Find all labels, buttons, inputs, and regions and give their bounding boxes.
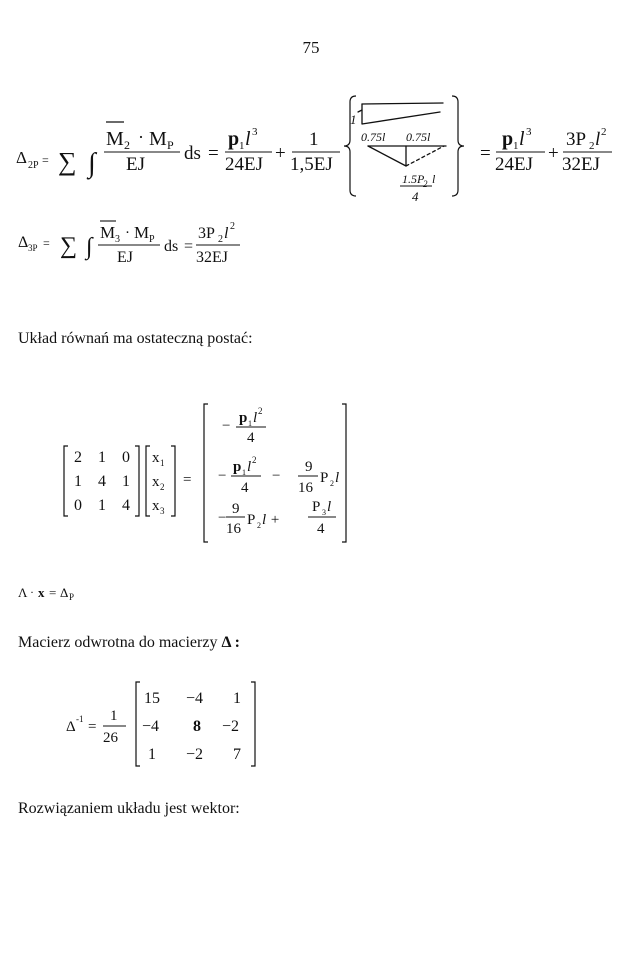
- eq1-eq3: =: [480, 143, 491, 164]
- eq1-t2-den: 1,5EJ: [290, 154, 333, 175]
- sketch-lower-triangle-left: [368, 146, 406, 166]
- moment-diagram-sketch: [340, 88, 460, 208]
- var-x3-sub: 3: [160, 506, 165, 516]
- inv-r3c2: −2: [186, 746, 204, 763]
- inv-lhs: Δ: [66, 719, 76, 735]
- rhs2-tail-l: l: [335, 470, 340, 486]
- rhs2-num-l: l: [247, 459, 252, 475]
- rhs-bracket-left: [204, 404, 208, 542]
- eq1-r2-num: 3P: [566, 129, 587, 150]
- rhs3-mid-sub: 2: [257, 521, 261, 530]
- paragraph-inverse-intro: [18, 634, 240, 652]
- sketch-top-label: 1: [350, 112, 357, 127]
- coef-r1c2: 1: [98, 449, 106, 466]
- paragraph-system-intro: Układ równań ma ostateczną postać:: [18, 330, 253, 347]
- inv-frac-den: 26: [103, 730, 118, 746]
- eq1-r1-num-sub: 1: [513, 140, 519, 152]
- system-eq: =: [183, 472, 192, 488]
- page-number: 75: [302, 38, 320, 57]
- eq2-num-a-sub: 3: [115, 234, 120, 245]
- rhs2-num-sub: 1: [242, 468, 246, 477]
- eq2-r-den: 32EJ: [196, 249, 228, 266]
- sketch-label-right: 0.75l: [406, 130, 431, 144]
- rhs1-den: 4: [247, 430, 255, 446]
- rhs2-frac-den: 16: [298, 480, 313, 496]
- rhs2-frac-num: 9: [305, 459, 313, 475]
- eq1-plus2: +: [548, 143, 559, 164]
- equation-delta-2p: [0, 88, 622, 208]
- rhs3-frac-num: 9: [232, 501, 240, 517]
- sketch-label-left: 0.75l: [361, 130, 386, 144]
- inv-eq: =: [88, 719, 97, 735]
- var-x1-sub: 1: [160, 458, 165, 468]
- inv-r1c1: 15: [144, 690, 160, 707]
- inv-r1c3: 1: [233, 690, 241, 707]
- eq1-r2-num-sub: 2: [589, 140, 595, 152]
- mf-rhs-sub: P: [69, 592, 75, 602]
- eq1-t1-num: p: [228, 128, 240, 150]
- eq2-r-num-l: l: [224, 225, 229, 242]
- eq1-num-a-sub: 2: [124, 138, 130, 152]
- rhs1-minus: −: [222, 418, 231, 434]
- eq1-dot: ·: [138, 127, 144, 147]
- eq1-eq2: =: [208, 143, 219, 164]
- sketch-bottom-label-l: l: [432, 172, 436, 186]
- coef-r2c3: 1: [122, 473, 130, 490]
- eq2-num-b-sub: P: [149, 234, 155, 245]
- inverse-intro-symbol: Δ :: [221, 634, 240, 651]
- rhs3-mid: P: [247, 512, 256, 528]
- eq1-den: EJ: [126, 154, 145, 175]
- coef-r1c1: 2: [74, 449, 82, 466]
- eq1-plus: +: [275, 143, 286, 164]
- eq1-eq-sign: =: [42, 153, 49, 167]
- coef-bracket-left: [64, 446, 68, 516]
- rhs2-tail: P: [320, 470, 329, 486]
- rhs3-num-sub: 3: [322, 508, 326, 517]
- eq1-ds: ds: [184, 143, 201, 164]
- paragraph-solution-intro: Rozwiązaniem układu jest wektor:: [18, 800, 240, 817]
- sketch-bottom-label: 1.5P: [402, 172, 425, 186]
- coef-r1c3: 0: [122, 449, 130, 466]
- eq1-integral: ∫: [88, 148, 96, 179]
- inverse-intro-text: Macierz odwrotna do macierzy: [18, 634, 218, 651]
- coef-r2c2: 4: [98, 473, 106, 490]
- sketch-bottom-den: 4: [412, 189, 419, 204]
- eq2-eq: =: [184, 238, 194, 255]
- sketch-bottom-label-sub: 2: [423, 179, 428, 189]
- eq1-lhs-sub: 2P: [28, 160, 39, 171]
- rhs1-num-l: l: [253, 410, 258, 426]
- rhs2-minus: −: [218, 468, 227, 484]
- var-x3: x: [152, 498, 160, 514]
- rhs-bracket-right: [342, 404, 346, 542]
- eq2-r-num-exp: 2: [230, 221, 235, 232]
- coef-r2c1: 1: [74, 473, 82, 490]
- eq1-r1-num-exp: 3: [526, 126, 532, 138]
- rhs3-num: P: [312, 499, 321, 515]
- rhs3-mid-l: l +: [262, 512, 281, 528]
- mf-eq: =: [49, 585, 57, 600]
- eq2-r-num: 3P: [198, 225, 215, 242]
- eq1-r1-den: 24EJ: [495, 154, 533, 175]
- var-x2: x: [152, 474, 160, 490]
- rhs2-tail-sub: 2: [330, 479, 334, 488]
- eq1-num-a: M: [106, 128, 124, 150]
- eq1-t1-num-exp: 3: [252, 126, 258, 138]
- equation-inverse-matrix: [60, 676, 280, 776]
- eq2-sum: ∑: [60, 233, 78, 259]
- eq1-r1-num-l: l: [519, 128, 525, 150]
- eq1-t2-num: 1: [309, 129, 319, 150]
- eq2-num-b: M: [134, 223, 150, 242]
- equation-system: [40, 398, 380, 548]
- inv-r3c3: 7: [233, 746, 241, 763]
- rhs2-minus2: −: [272, 468, 281, 484]
- equation-delta-3p: [0, 212, 300, 274]
- eq1-t1-num-l: l: [245, 128, 251, 150]
- var-x1: x: [152, 450, 160, 466]
- sketch-lower-triangle-right: [406, 146, 444, 166]
- inv-lhs-exp: -1: [76, 714, 84, 724]
- eq2-den: EJ: [117, 249, 133, 266]
- inv-r2c2: 8: [193, 718, 201, 735]
- inv-r2c1: −4: [142, 718, 160, 735]
- eq2-dot: ·: [125, 225, 130, 241]
- mf-a: Λ: [18, 585, 28, 600]
- eq1-t1-den: 24EJ: [225, 154, 263, 175]
- eq2-integral: ∫: [86, 234, 93, 260]
- eq2-eq-sign: =: [43, 236, 50, 250]
- var-x2-sub: 2: [160, 482, 165, 492]
- mf-rhs: Δ: [60, 585, 69, 600]
- rhs3-minus: −: [218, 510, 227, 526]
- vars-bracket-left: [146, 446, 150, 516]
- eq1-t1-num-sub: 1: [239, 140, 245, 152]
- coef-bracket-right: [135, 446, 139, 516]
- rhs1-num-exp: 2: [258, 406, 263, 416]
- inv-r1c2: −4: [186, 690, 204, 707]
- eq1-num-b-sub: P: [167, 138, 174, 152]
- eq2-ds: ds: [164, 238, 179, 255]
- eq2-num-a: M: [100, 223, 116, 242]
- sketch-upper-top: [362, 103, 443, 104]
- rhs2-num-exp: 2: [252, 455, 257, 465]
- eq1-r1-num: p: [502, 128, 514, 150]
- inv-bracket-right: [251, 682, 255, 766]
- rhs3-den: 4: [317, 521, 325, 537]
- mf-dot: ·: [30, 585, 34, 599]
- inv-bracket-left: [136, 682, 140, 766]
- rhs2-num: p: [233, 459, 242, 475]
- equation-matrix-form: [14, 580, 134, 604]
- rhs1-num: p: [239, 410, 248, 426]
- eq1-num-b: M: [149, 128, 167, 150]
- rhs2-den: 4: [241, 480, 249, 496]
- coef-r3c3: 4: [122, 497, 130, 514]
- inv-r2c3: −2: [222, 718, 240, 735]
- eq1-sum: ∑: [58, 147, 77, 176]
- sketch-upper-triangle: [362, 104, 440, 124]
- mf-x: x: [38, 585, 45, 600]
- rhs1-num-sub: 1: [248, 419, 252, 428]
- rhs3-frac-den: 16: [226, 521, 241, 537]
- eq2-r-num-sub: 2: [218, 234, 223, 245]
- eq2-lhs: Δ: [18, 234, 29, 251]
- inv-r3c1: 1: [148, 746, 156, 763]
- eq1-r2-num-l: l: [595, 129, 601, 150]
- rhs3-num-l: l: [327, 499, 332, 515]
- coef-r3c1: 0: [74, 497, 82, 514]
- vars-bracket-right: [171, 446, 175, 516]
- eq2-lhs-sub: 3P: [28, 243, 38, 253]
- eq1-r2-den: 32EJ: [562, 154, 600, 175]
- eq1-lhs: Δ: [16, 148, 27, 167]
- inv-frac-num: 1: [110, 708, 118, 724]
- eq1-r2-num-exp: 2: [601, 126, 607, 138]
- coef-r3c2: 1: [98, 497, 106, 514]
